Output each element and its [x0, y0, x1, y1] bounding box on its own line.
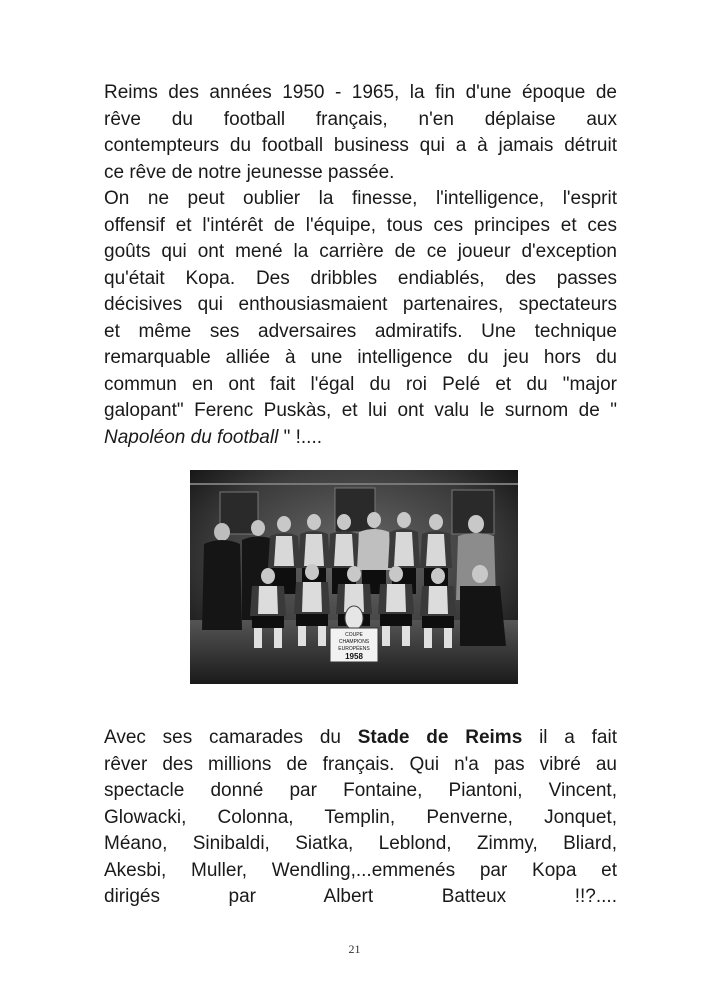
text-line: rêver des millions de français. Qui n'a pas vibré au	[104, 753, 617, 775]
line-suffix: il a fait	[522, 727, 618, 748]
text-line: Akesbi, Muller, Wendling,...emmenés par Kopa et	[104, 859, 617, 881]
text-line: contempteurs du football business qui a à jamais détruit	[104, 135, 617, 156]
trophy-text: COUPE	[345, 632, 363, 638]
trophy-year: 1958	[345, 652, 363, 661]
text-line: On ne peut oublier la finesse, l'intelligence, l'esprit	[104, 188, 617, 209]
text-line: galopant" Ferenc Puskàs, et lui ont valu le surnom de "	[104, 400, 617, 421]
text-line: Glowacki, Colonna, Templin, Penverne, Jonquet,	[104, 806, 617, 828]
text-line: rêve du football français, n'en déplaise aux	[104, 108, 617, 130]
text-line: qu'était Kopa. Des dribbles endiablés, des passes	[104, 267, 617, 289]
club-name-bold: Stade de Reims	[357, 727, 523, 748]
trophy-text: EUROPÉENS	[338, 646, 370, 652]
text-line: remarquable alliée à une intelligence du jeu hors du	[104, 347, 617, 368]
line-prefix: Avec ses camarades du	[104, 727, 358, 748]
text-line: Méano, Sinibaldi, Siatka, Leblond, Zimmy, Bliard,	[104, 833, 617, 854]
text-line: ce rêve de notre jeunesse passée.	[104, 161, 395, 183]
text-line: décisives qui enthousiasmaient partenaires, spectateurs	[104, 294, 617, 315]
nickname-tail: " !....	[278, 426, 323, 448]
nickname-italic: Napoléon du football	[104, 426, 279, 448]
text-line: goûts qui ont mené la carrière de ce joueur d'exception	[104, 241, 617, 262]
text-line: Reims des années 1950 - 1965, la fin d'une époque de	[104, 82, 617, 103]
text-line: spectacle donné par Fontaine, Piantoni, Vincent,	[104, 780, 617, 801]
trophy-text: CHAMPIONS	[338, 639, 370, 645]
text-line: commun en ont fait l'égal du roi Pelé et du "major	[104, 373, 617, 395]
team-photo	[190, 470, 518, 684]
text-line-team	[104, 725, 617, 752]
page-number: 21	[348, 942, 361, 956]
intro-paragraph	[104, 80, 617, 451]
text-line-nickname	[104, 425, 617, 452]
text-line: et même ses adversaires admiratifs. Une technique	[104, 320, 617, 342]
text-line: dirigés par Albert Batteux !!?....	[104, 886, 617, 907]
team-paragraph	[104, 725, 617, 911]
text-line: offensif et l'intérêt de l'équipe, tous ces principes et ces	[104, 214, 617, 236]
